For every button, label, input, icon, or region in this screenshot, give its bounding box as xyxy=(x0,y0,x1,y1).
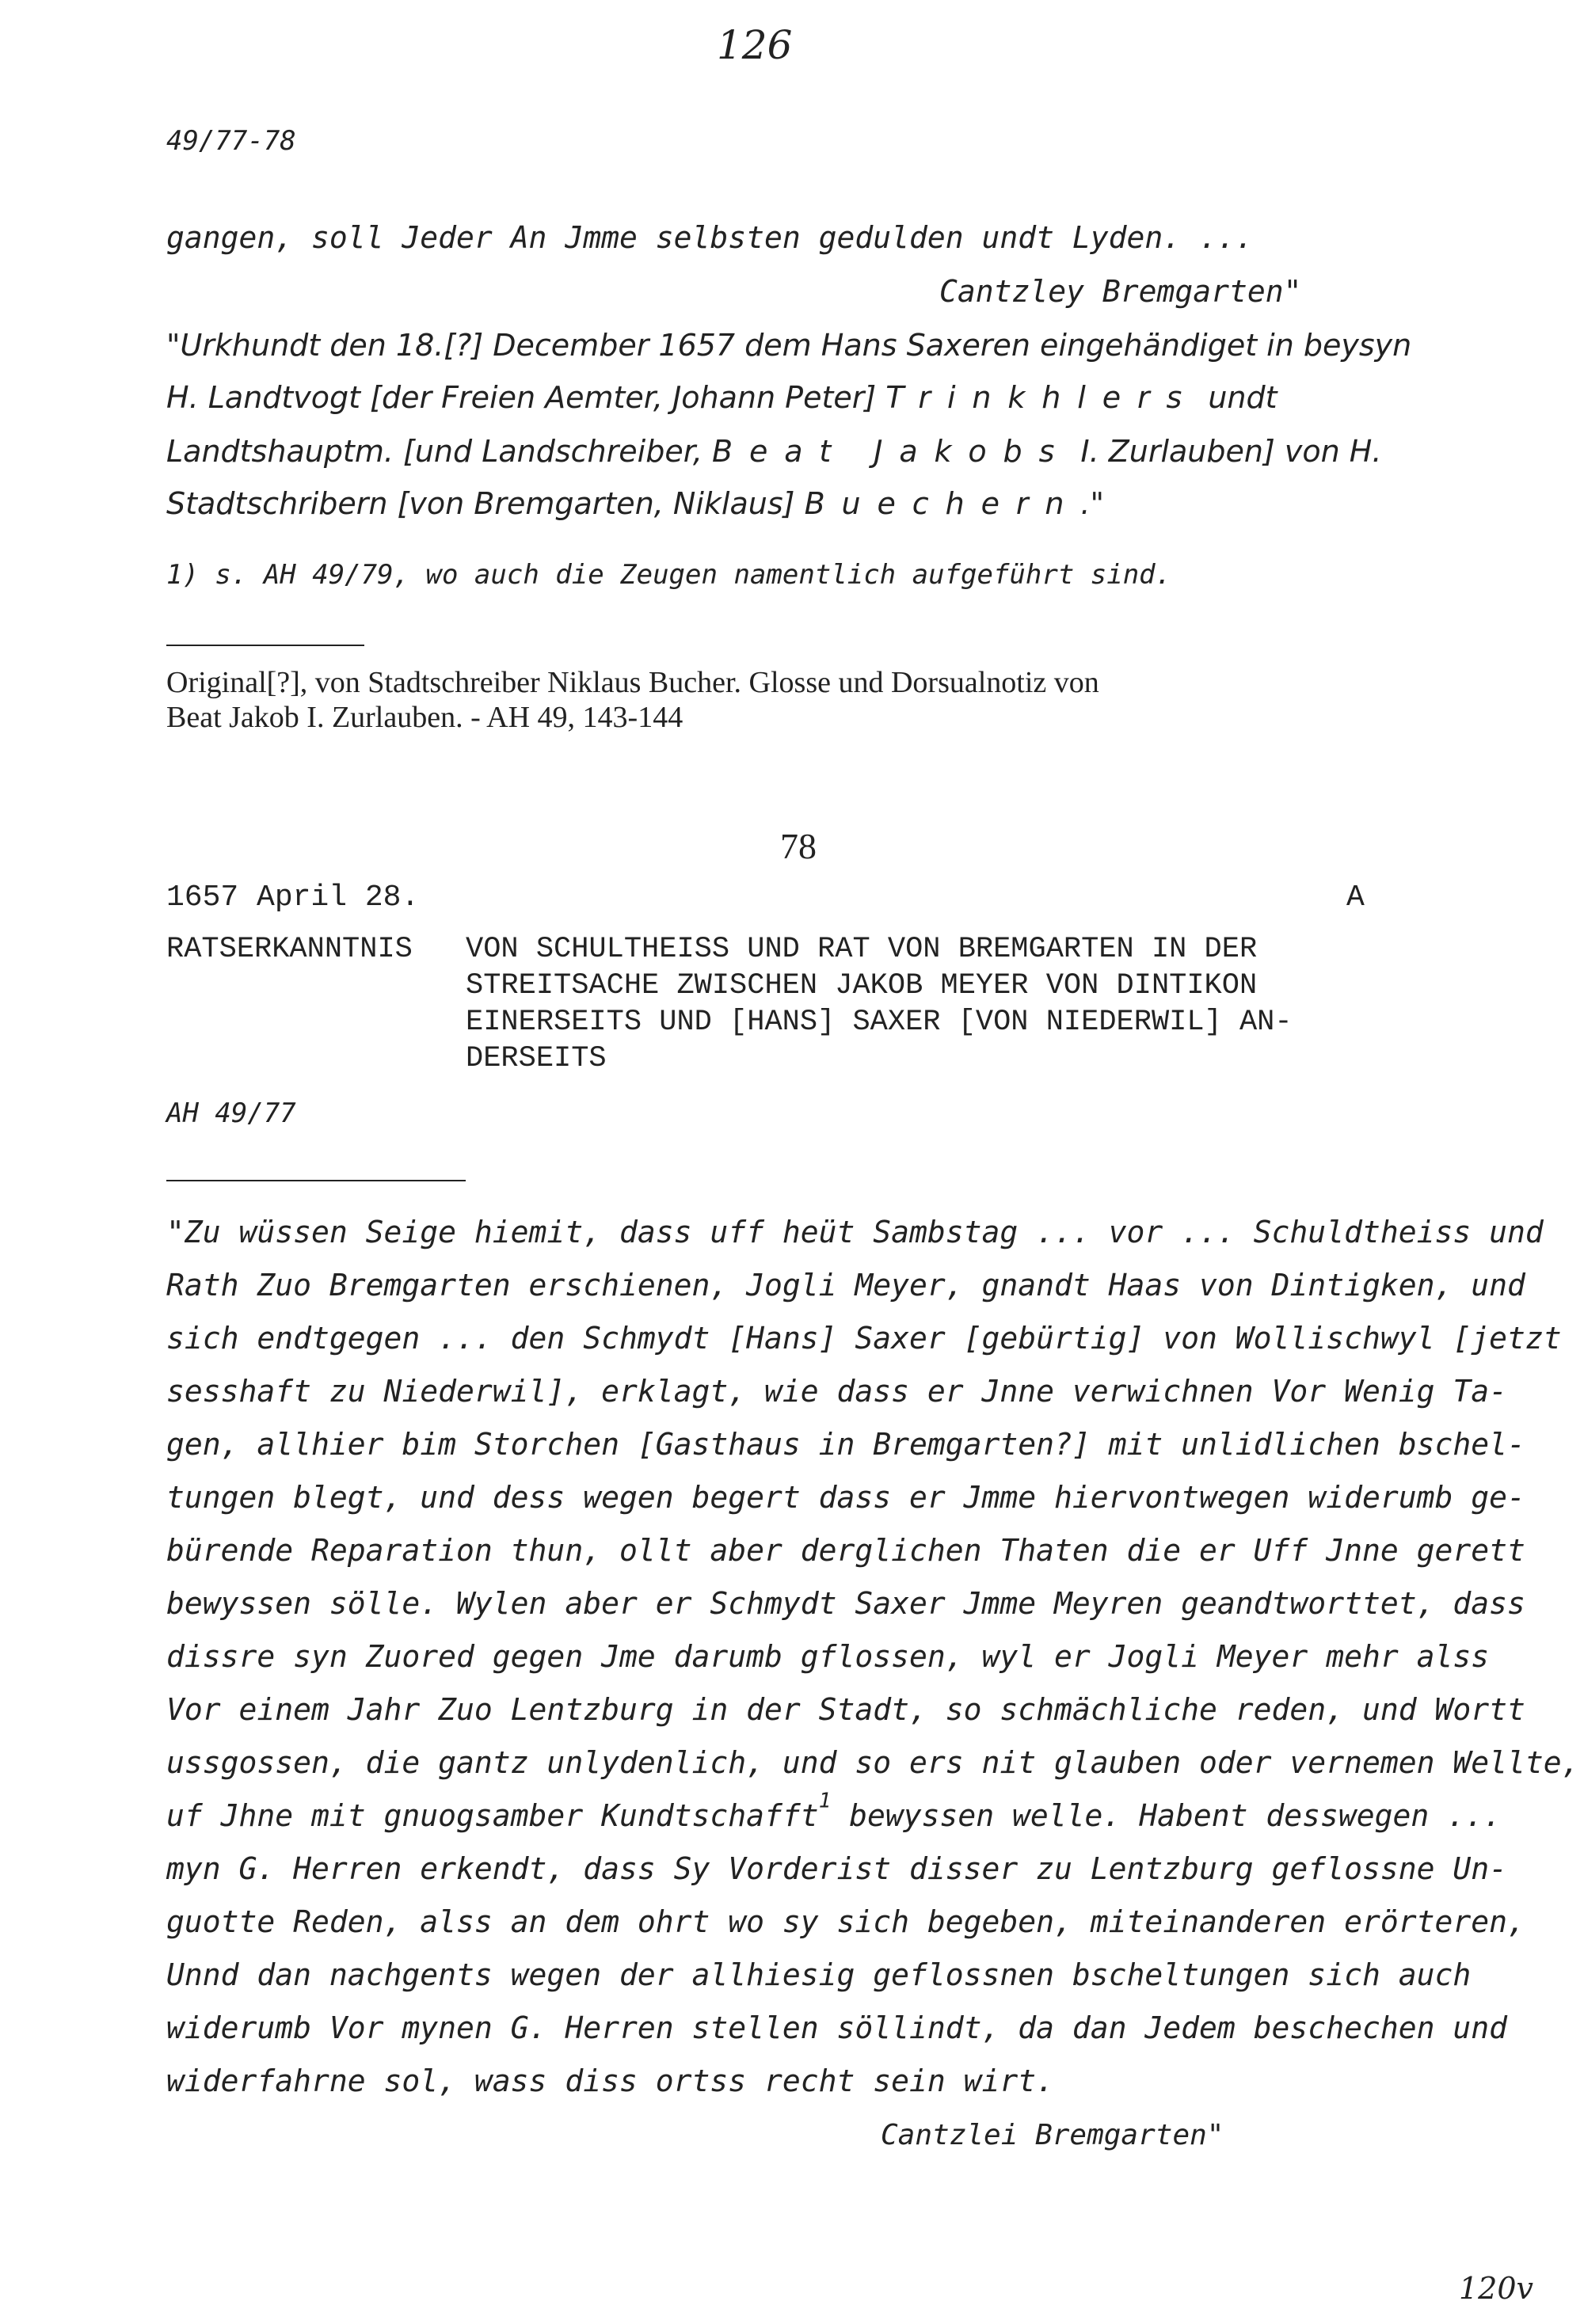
entry-title-line-1: VON SCHULTHEISS UND RAT VON BREMGARTEN IN DER xyxy=(466,933,1258,966)
body-line: sesshaft zu Niederwil], erklagt, wie dass er Jnne verwichnen Vor Wenig Ta- xyxy=(166,1374,1507,1409)
divider-rule xyxy=(166,1180,466,1181)
source-note-line-2: Beat Jakob I. Zurlauben. - AH 49, 143-144 xyxy=(166,701,683,734)
handwritten-page-number: 126 xyxy=(717,22,793,68)
body-line: gen, allhier bim Storchen [Gasthaus in Bremgarten?] mit unlidlichen bschel- xyxy=(166,1427,1525,1462)
dorsual-line-4-pre: Stadtschribern [von Bremgarten, Niklaus] xyxy=(166,486,805,521)
dorsual-spaced-name: Buechern xyxy=(804,486,1081,521)
entry-number: 78 xyxy=(780,826,817,866)
footnote: 1) s. AH 49/79, wo auch die Zeugen namentlich aufgeführt sind. xyxy=(166,559,1172,591)
continuation-line: gangen, soll Jeder An Jmme selbsten gedulden undt Lyden. ... xyxy=(166,220,1254,255)
entry-title-lead: RATSERKANNTNIS xyxy=(166,933,413,966)
body-line: widerfahrne sol, wass diss ortss recht sein wirt. xyxy=(166,2063,1055,2098)
dorsual-line-2-pre: H. Landtvogt [der Freien Aemter, Johann Peter] xyxy=(166,380,886,415)
dorsual-line-4 xyxy=(166,486,1104,521)
entry-title-line-4: DERSEITS xyxy=(466,1042,607,1075)
entry-title-line-3: EINERSEITS UND [HANS] SAXER [VON NIEDERWIL] AN- xyxy=(466,1006,1293,1039)
body-line: Vor einem Jahr Zuo Lentzburg in der Stadt, so schmächliche reden, und Wortt xyxy=(166,1692,1525,1727)
body-line: bewyssen sölle. Wylen aber er Schmydt Saxer Jmme Meyren geandtworttet, dass xyxy=(166,1586,1525,1621)
footnote-marker: 1 xyxy=(818,1789,832,1813)
dorsual-line-1: "Urkhundt den 18.[?] December 1657 dem Hans Saxeren eingehändiget in beysyn xyxy=(166,328,1412,363)
divider-rule xyxy=(166,645,364,646)
body-line: dissre syn Zuored gegen Jme darumb gflossen, wyl er Jogli Meyer mehr alss xyxy=(166,1639,1490,1674)
dorsual-spaced-name: Beat Jakobs xyxy=(712,434,1072,469)
continuation-signature: Cantzley Bremgarten" xyxy=(939,274,1302,309)
body-line-footnote-ref xyxy=(166,1789,1502,1833)
entry-title-line-2: STREITSACHE ZWISCHEN JAKOB MEYER VON DINTIKON xyxy=(466,969,1258,1002)
body-line: tungen blegt, und dess wegen begert dass er Jmme hiervontwegen widerumb ge- xyxy=(166,1480,1525,1515)
body-line: widerumb Vor mynen G. Herren stellen söllindt, da dan Jedem beschechen und xyxy=(166,2010,1507,2045)
body-line: Unnd dan nachgents wegen der allhiesig geflossnen bscheltungen sich auch xyxy=(166,1957,1472,1992)
dorsual-line-2 xyxy=(166,380,1277,415)
dorsual-line-3-pre: Landtshauptm. [und Landschreiber, xyxy=(166,434,712,469)
entry-letter: A xyxy=(1346,881,1365,915)
closing-signature: Cantzlei Bremgarten" xyxy=(881,2119,1224,2151)
dorsual-line-4-post: ." xyxy=(1080,486,1104,521)
handwritten-folio-mark: 120v xyxy=(1459,2271,1533,2306)
dorsual-spaced-name: Trinkhlers xyxy=(885,380,1199,415)
body-line: "Zu wüssen Seige hiemit, dass uff heüt Sambstag ... vor ... Schuldtheiss und xyxy=(166,1215,1544,1249)
body-line: sich endtgegen ... den Schmydt [Hans] Saxer [gebürtig] von Wollischwyl [jetzt xyxy=(166,1321,1562,1356)
dorsual-line-3 xyxy=(166,434,1381,469)
source-note-line-1: Original[?], von Stadtschreiber Niklaus Bucher. Glosse und Dorsualnotiz von xyxy=(166,666,1099,699)
body-line: bürende Reparation thun, ollt aber derglichen Thaten die er Uff Jnne gerett xyxy=(166,1533,1525,1568)
entry-date: 1657 April 28. xyxy=(166,881,420,915)
dorsual-line-3-post: I. Zurlauben] von H. xyxy=(1071,434,1382,469)
body-line: Rath Zuo Bremgarten erschienen, Jogli Meyer, gnandt Haas von Dintigken, und xyxy=(166,1268,1525,1303)
dorsual-line-2-post: undt xyxy=(1198,380,1277,415)
body-line-12-post: bewyssen welle. Habent desswegen ... xyxy=(831,1798,1502,1833)
archive-reference-top: 49/77-78 xyxy=(166,125,296,157)
body-line: ussgossen, die gantz unlydenlich, und so ers nit glauben oder vernemen Wellte, xyxy=(166,1745,1580,1780)
body-line: myn G. Herren erkendt, dass Sy Vorderist disser zu Lentzburg geflossne Un- xyxy=(166,1851,1507,1886)
entry-archive-ref: AH 49/77 xyxy=(166,1097,296,1129)
body-line: guotte Reden, alss an dem ohrt wo sy sich begeben, miteinanderen erörteren, xyxy=(166,1904,1525,1939)
body-line-12-pre: uf Jhne mit gnuogsamber Kundtschafft xyxy=(166,1798,819,1833)
